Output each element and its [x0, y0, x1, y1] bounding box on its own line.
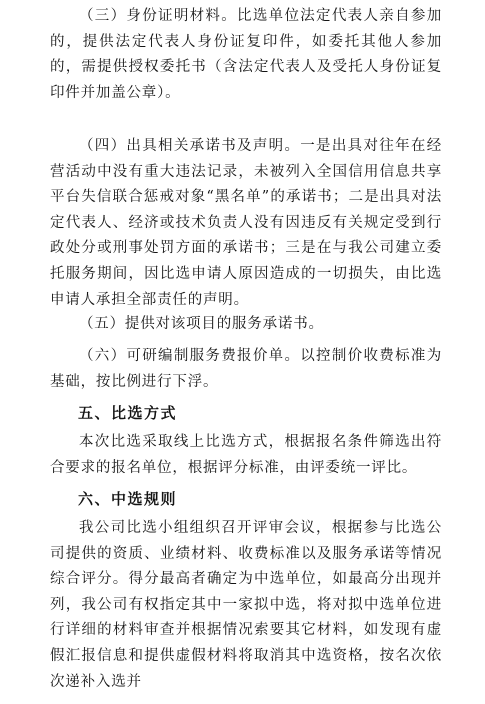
paragraph-fee-quotation: （六）可研编制服务费报价单。以控制价收费标准为基础，按比例进行下浮。: [50, 348, 442, 390]
section-heading-selection-method: 五、比选方式: [78, 404, 178, 422]
paragraph-commitments: （四）出具相关承诺书及声明。一是出具对往年在经营活动中没有重大违法记录，未被列入全国信用信息共享平台失信联合惩戒对象“黑名单”的承诺书；二是出具对法定代表人、经济或技术负责人没有因违反有关规定受到行政处分或刑事处罚方面的承诺书；三是在与我公司建立委托服务期间，因比选申请人原因造成的一切损失，由比选申请人承担全部责任的声明。: [50, 138, 442, 308]
paragraph-selection-rules: 我公司比选小组组织召开评审会议，根据参与比选公司提供的资质、业绩材料、收费标准以及服务承诺等情况综合评分。得分最高者确定为中选单位，如最高分出现并列，我公司有权指定其中一家拟中选，将对拟中选单位进行详细的材料审查并根据情况索要其它材料，如发现有虚假汇报信息和提供虚假材料将取消其中选资格，按名次依次递补入选并: [50, 520, 442, 690]
section-heading-selection-rules: 六、中选规则: [78, 490, 178, 508]
paragraph-service-commitment: （五）提供对该项目的服务承诺书。: [79, 316, 324, 332]
paragraph-selection-method: 本次比选采取线上比选方式，根据报名条件筛选出符合要求的报名单位，根据评分标准，由评委统一评比。: [50, 434, 442, 476]
paragraph-identity-materials: （三）身份证明材料。比选单位法定代表人亲自参加的，提供法定代表人身份证复印件，如委托其他人参加的，需提供授权委托书（含法定代表人及受托人身份证复印件并加盖公章）。: [50, 8, 442, 101]
